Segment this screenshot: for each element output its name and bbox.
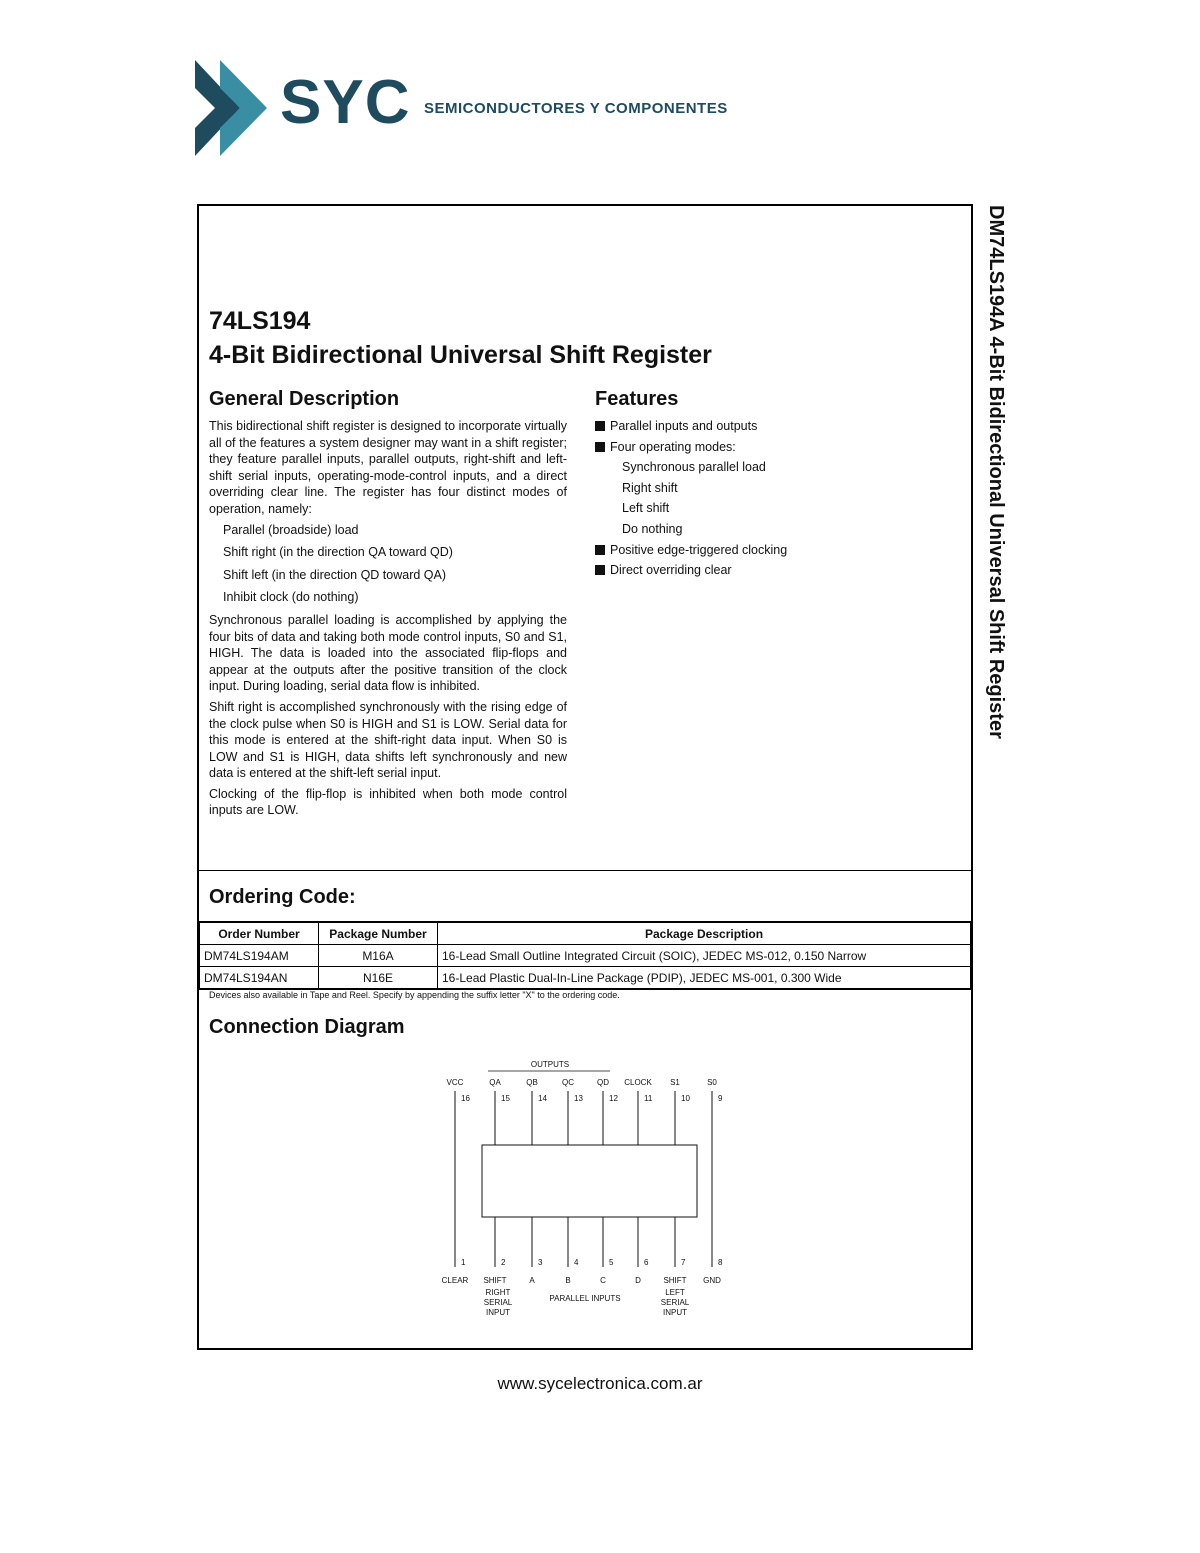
col-package-description: Package Description (438, 922, 971, 945)
bullet-square-icon (595, 545, 605, 555)
feature-submodes (622, 459, 925, 537)
feature-item: Four operating modes: (595, 439, 925, 456)
connection-diagram (440, 1055, 740, 1330)
order-number: DM74LS194AN (200, 967, 319, 990)
bottom-pin-label: CLEAR (441, 1276, 469, 1285)
shift-left-line: INPUT (663, 1308, 687, 1317)
top-pin-number: 12 (609, 1094, 618, 1103)
bottom-pin-number: 4 (574, 1258, 579, 1267)
package-description: 16-Lead Plastic Dual-In-Line Package (PDIP), JEDEC MS-001, 0.300 Wide (438, 967, 971, 990)
package-description: 16-Lead Small Outline Integrated Circuit (SOIC), JEDEC MS-012, 0.150 Narrow (438, 945, 971, 967)
package-number: N16E (319, 967, 438, 990)
shift-right-line: INPUT (486, 1308, 510, 1317)
general-description (209, 418, 567, 823)
top-pin-label: QA (489, 1078, 501, 1087)
ic-body (482, 1145, 697, 1217)
bullet-square-icon (595, 421, 605, 431)
bottom-pin-label: SHIFT (663, 1276, 687, 1285)
bottom-pin-number: 7 (681, 1258, 686, 1267)
ordering-note: Devices also available in Tape and Reel. Specify by appending the suffix letter "X" to the ordering code. (209, 990, 620, 1000)
order-number: DM74LS194AM (200, 945, 319, 967)
shift-right-line: RIGHT (485, 1288, 511, 1297)
bottom-pin-number: 2 (501, 1258, 506, 1267)
top-pin-number: 16 (461, 1094, 470, 1103)
table-row (200, 967, 971, 990)
outputs-label: OUTPUTS (530, 1060, 570, 1069)
modes-list (223, 522, 567, 606)
submode-item: Do nothing (622, 521, 683, 536)
col-order-number: Order Number (200, 922, 319, 945)
bottom-pin-label: A (529, 1276, 535, 1285)
feature-item: Direct overriding clear (595, 562, 925, 579)
top-pin-label: QC (562, 1078, 574, 1087)
footer-url[interactable]: www.sycelectronica.com.ar (497, 1374, 703, 1393)
submode-item: Left shift (622, 501, 670, 516)
description-paragraph: Synchronous parallel loading is accomplished by applying the four bits of data and taking both mode control inputs, S0 and S1, HIGH. The data is loaded into the associated flip-flops and appear at the outputs after the positive transition of the clock input. During loading, serial data flow is inhibited. (209, 612, 567, 694)
bullet-square-icon (595, 442, 605, 452)
bottom-pin-number: 8 (718, 1258, 723, 1267)
description-intro: This bidirectional shift register is designed to incorporate virtually all of the features a system designer may want in a shift register; they feature parallel inputs, parallel outputs, right-shift and left-shift serial inputs, operating-mode-control inputs, and a direct overriding clear line. The register has four distinct modes of operation, namely: (209, 419, 567, 516)
top-pin-number: 14 (538, 1094, 547, 1103)
bottom-pin-label: GND (703, 1276, 721, 1285)
bullet-square-icon (595, 565, 605, 575)
top-pin-label: S1 (670, 1078, 680, 1087)
connection-diagram-heading: Connection Diagram (209, 1016, 405, 1038)
mode-item: Shift right (in the direction QA toward QD) (223, 545, 453, 560)
brand-tagline: SEMICONDUCTORES Y COMPONENTES (424, 100, 728, 117)
side-title-text: DM74LS194A 4-Bit Bidirectional Universal Shift Register (985, 205, 1007, 739)
col-package-number: Package Number (319, 922, 438, 945)
bottom-pin-number: 1 (461, 1258, 466, 1267)
feature-item: Positive edge-triggered clocking (595, 542, 925, 559)
parallel-inputs-label: PARALLEL INPUTS (549, 1294, 621, 1303)
bottom-pin-number: 5 (609, 1258, 614, 1267)
mode-item: Shift left (in the direction QD toward QA) (223, 567, 447, 582)
general-description-heading: General Description (209, 388, 400, 410)
submode-item: Synchronous parallel load (622, 460, 766, 475)
top-pin-label: S0 (707, 1078, 717, 1087)
shift-left-line: LEFT (665, 1288, 685, 1297)
table-row (200, 945, 971, 967)
document-title: 4-Bit Bidirectional Universal Shift Register (209, 341, 712, 369)
description-paragraph: Clocking of the flip-flop is inhibited when both mode control inputs are LOW. (209, 786, 567, 818)
bottom-pin-number: 6 (644, 1258, 649, 1267)
feature-item: Parallel inputs and outputs (595, 418, 925, 435)
top-pin-number: 11 (644, 1094, 653, 1103)
features-list (595, 418, 925, 583)
top-pin-number: 13 (574, 1094, 583, 1103)
top-pin-label: QD (597, 1078, 609, 1087)
top-pin-label: CLOCK (624, 1078, 652, 1087)
bottom-pin-label: C (600, 1276, 606, 1285)
top-pin-number: 10 (681, 1094, 690, 1103)
bottom-pin-label: SHIFT (483, 1276, 507, 1285)
side-title (985, 205, 1015, 805)
description-paragraph: Shift right is accomplished synchronously with the rising edge of the clock pulse when S0 is HIGH and S1 is LOW. Serial data for this mode is entered at the shift-right data input. When S0 is LOW and S1 is HIGH, data shifts left synchronously and new data is entered at the shift-left serial input. (209, 699, 567, 781)
mode-item: Parallel (broadside) load (223, 522, 359, 537)
bottom-pin-number: 3 (538, 1258, 543, 1267)
submode-item: Right shift (622, 480, 678, 495)
bottom-pin-label: D (635, 1276, 641, 1285)
top-pin-number: 9 (718, 1094, 723, 1103)
package-number: M16A (319, 945, 438, 967)
top-pin-label: QB (526, 1078, 538, 1087)
ordering-code-heading: Ordering Code: (209, 886, 356, 908)
top-pin-label: VCC (446, 1078, 464, 1087)
shift-left-line: SERIAL (660, 1298, 690, 1307)
part-number: 74LS194 (209, 307, 311, 335)
bottom-pin-label: B (565, 1276, 571, 1285)
top-pin-number: 15 (501, 1094, 510, 1103)
ordering-table (199, 921, 971, 990)
mode-item: Inhibit clock (do nothing) (223, 590, 359, 605)
section-divider (199, 870, 971, 871)
features-heading: Features (595, 388, 679, 410)
brand-name: SYC (280, 68, 411, 137)
shift-right-line: SERIAL (483, 1298, 513, 1307)
